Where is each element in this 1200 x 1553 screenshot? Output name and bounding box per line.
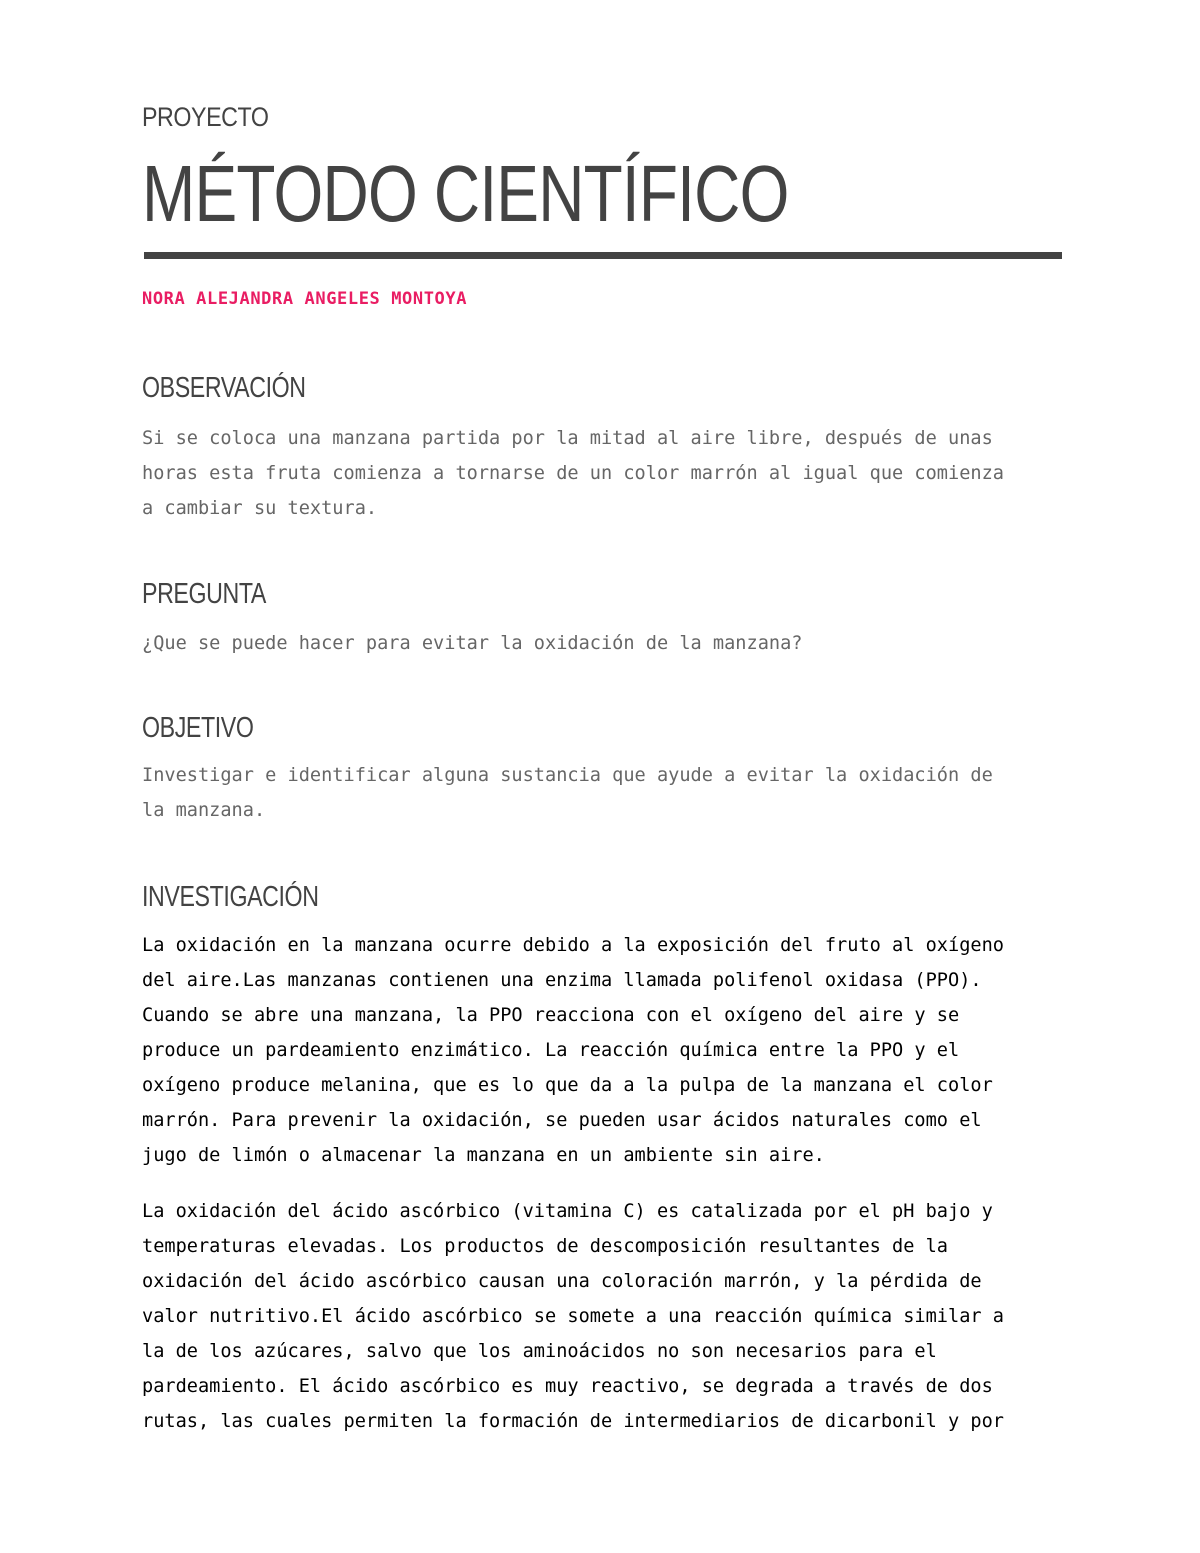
investigacion-paragraph-2 (142, 1194, 1062, 1439)
body-line: pardeamiento. El ácido ascórbico es muy reactivo, se degrada a través de dos (142, 1376, 993, 1397)
investigacion-paragraph-1 (142, 928, 1062, 1173)
title-divider (144, 252, 1062, 259)
document-title: MÉTODO CIENTÍFICO (142, 149, 789, 238)
body-line: produce un pardeamiento enzimático. La reacción química entre la PPO y el (142, 1040, 960, 1061)
body-line: oxidación del ácido ascórbico causan una coloración marrón, y la pérdida de (142, 1271, 982, 1292)
body-line: la manzana. (142, 800, 266, 821)
body-line: a cambiar su textura. (142, 498, 378, 519)
section-heading-pregunta: PREGUNTA (142, 578, 266, 610)
section-heading-objetivo: OBJETIVO (142, 712, 254, 744)
body-line: rutas, las cuales permiten la formación de intermediarios de dicarbonil y por (142, 1411, 1004, 1432)
document-kicker: PROYECTO (142, 102, 269, 132)
section-heading-observacion: OBSERVACIÓN (142, 372, 306, 404)
body-line: oxígeno produce melanina, que es lo que da a la pulpa de la manzana el color (142, 1075, 993, 1096)
body-line: valor nutritivo.El ácido ascórbico se somete a una reacción química similar a (142, 1306, 1004, 1327)
body-line: Investigar e identificar alguna sustancia que ayude a evitar la oxidación de (142, 765, 993, 786)
body-line: ¿Que se puede hacer para evitar la oxidación de la manzana? (142, 633, 803, 654)
author-name: NORA ALEJANDRA ANGELES MONTOYA (142, 289, 468, 309)
section-body-pregunta (142, 626, 1062, 661)
body-line: La oxidación en la manzana ocurre debido a la exposición del fruto al oxígeno (142, 935, 1004, 956)
body-line: Cuando se abre una manzana, la PPO reacciona con el oxígeno del aire y se (142, 1005, 960, 1026)
section-body-objetivo (142, 758, 1062, 828)
body-line: La oxidación del ácido ascórbico (vitamina C) es catalizada por el pH bajo y (142, 1201, 993, 1222)
body-line: del aire.Las manzanas contienen una enzima llamada polifenol oxidasa (PPO). (142, 970, 982, 991)
section-body-observacion (142, 421, 1062, 526)
body-line: la de los azúcares, salvo que los aminoácidos no son necesarios para el (142, 1341, 937, 1362)
section-heading-investigacion: INVESTIGACIÓN (142, 881, 319, 913)
body-line: marrón. Para prevenir la oxidación, se pueden usar ácidos naturales como el (142, 1110, 982, 1131)
body-line: jugo de limón o almacenar la manzana en un ambiente sin aire. (142, 1145, 825, 1166)
body-line: temperaturas elevadas. Los productos de descomposición resultantes de la (142, 1236, 948, 1257)
body-line: Si se coloca una manzana partida por la mitad al aire libre, después de unas (142, 428, 993, 449)
body-line: horas esta fruta comienza a tornarse de un color marrón al igual que comienza (142, 463, 1004, 484)
